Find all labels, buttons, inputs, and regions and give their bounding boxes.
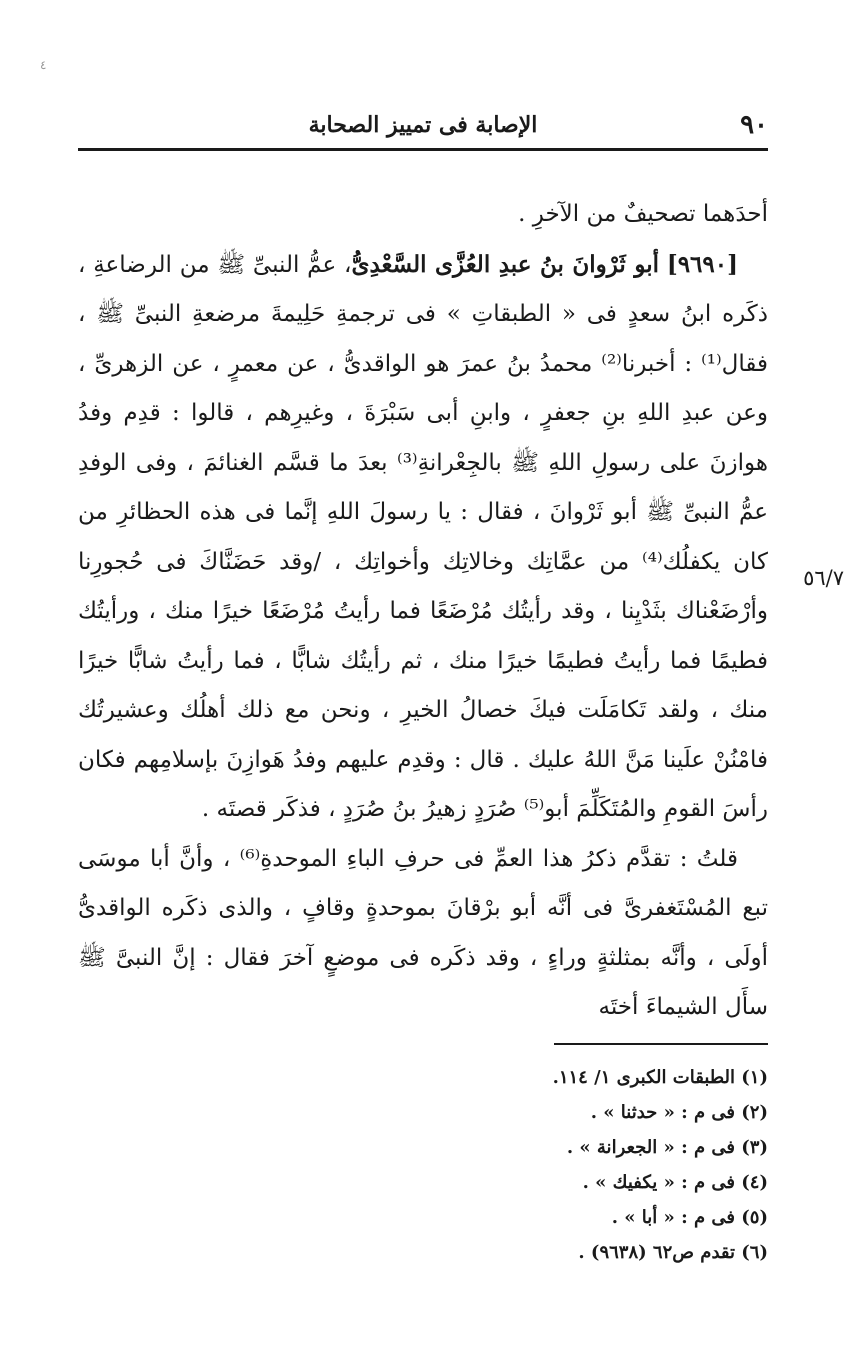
header-rule	[78, 148, 768, 151]
entry-name: أبو ثَرْوانَ بنُ عبدِ العُزَّى السَّعْدِىُّ	[351, 250, 659, 278]
footnote: (١) الطبقات الكبرى ١/ ١١٤.	[552, 1067, 768, 1088]
comment-paragraph: قلتُ : تقدَّم ذكرُ هذا العمِّ فى حرفِ الباءِ الموحدةِ⁽⁶⁾ ، وأنَّ أبا موسَى تبع المُسْتَغفرىَّ فى أنَّه أبو برْقانَ بموحدةٍ وقافٍ ، والذى ذكَره الواقدىُّ أولَى ، وأنَّه بمثلثةٍ وراءٍ ، وقد ذكَره فى موضعٍ آخرَ فقال : إنَّ النبىَّ ﷺ سأَل الشيماءَ أختَه	[78, 845, 768, 1020]
running-title: الإصابة فى تمييز الصحابة	[308, 112, 538, 138]
main-text	[78, 190, 768, 1033]
page-number: ٩٠	[740, 110, 768, 140]
footnote-rule	[554, 1043, 768, 1045]
footnote: (٥) فى م : « أبا » .	[611, 1207, 768, 1228]
corner-mark: ٤	[40, 58, 47, 72]
intro-line: أحدَهما تصحيفٌ من الآخرِ .	[518, 201, 768, 227]
footnote: (٦) تقدم ص٦٢ (٩٦٣٨) .	[578, 1242, 768, 1263]
entry-text: ، عمُّ النبىِّ ﷺ من الرضاعةِ ، ذكَره ابنُ سعدٍ فى « الطبقاتِ » فى ترجمةِ حَلِيمةَ مرضعةِ النبىِّ ﷺ ، فقال⁽¹⁾ : أخبرنا⁽²⁾ محمدُ بنُ عمرَ هو الواقدىُّ ، عن معمرٍ ، عن الزهرىِّ ، وعن عبدِ اللهِ بنِ جعفرٍ ، وابنِ أبى سَبْرَةَ ، وغيرِهم ، قالوا : قدِم وفدُ هوازنَ على رسولِ اللهِ ﷺ بالجِعْرانةِ⁽³⁾ بعدَ ما قسَّم الغنائمَ ، وفى الوفدِ عمُّ النبىِّ ﷺ أبو ثَرْوانَ ، فقال : يا رسولَ اللهِ إنَّما فى هذه الحظائرِ من كان يكفلُك⁽⁴⁾ من عمَّاتِك وخالاتِك وأخواتِك ، /وقد حَضَنَّاكَ فى حُجورِنا وأرْضَعْناك بثَدْيِنا ، وقد رأيتُك مُرْضَعًا فما رأيتُ مُرْضَعًا خيرًا منك ، ورأيتُك فطيمًا فما رأيتُ فطيمًا خيرًا منك ، ثم رأيتُك شابًّا ، فما رأيتُ شابًّا خيرًا منك ، ولقد تَكامَلَت فيكَ خصالُ الخيرِ ، ونحن مع ذلك أهلُك وعشيرتُك فامْنُنْ علَينا مَنَّ اللهُ عليك . قال : وقدِم عليهم وفدُ هَوازِنَ بإسلامِهم فكان رأسَ القومِ والمُتَكَلِّمَ أبو⁽⁵⁾ صُرَدٍ زهيرُ بنُ صُرَدٍ ، فذكَر قصتَه .	[78, 251, 769, 822]
entry-number: [٩٦٩٠]	[666, 250, 739, 278]
footnote: (٢) فى م : « حدثنا » .	[590, 1102, 768, 1123]
footnote: (٣) فى م : « الجعرانة » .	[566, 1137, 768, 1158]
entry-paragraph	[78, 240, 768, 835]
page-header	[78, 104, 768, 144]
margin-note: ٥٦/٧	[803, 566, 844, 590]
footnotes	[368, 1060, 768, 1270]
footnote: (٤) فى م : « يكفيك » .	[582, 1172, 768, 1193]
